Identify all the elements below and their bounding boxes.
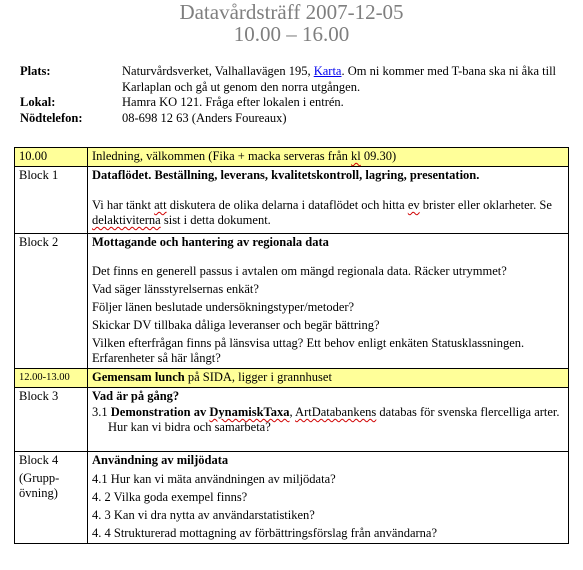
block1-p-b: diskutera de olika delarna i dataflödet och hitta: [166, 198, 408, 212]
info-row-nodtelefon: [20, 111, 560, 127]
intro-text-b: 09.30): [360, 149, 397, 163]
schedule-row-intro: [15, 148, 569, 167]
block1-p-a: Vi har tänkt: [92, 198, 155, 212]
block3-item-artdatabanken: ArtDatabankens: [295, 405, 377, 419]
block4-question-4: 4. 4 Strukturerad mottagning av förbättringsförslag från användarna?: [92, 526, 438, 540]
block4-heading: Användning av miljödata: [92, 453, 229, 467]
nodtelefon-label: Nödtelefon:: [20, 110, 83, 125]
plats-label: Plats:: [20, 64, 51, 78]
block1-heading: Dataflödet. Beställning, leverans, kvalitetskontroll, lagring, presentation.: [92, 168, 480, 182]
document-time: 10.00 – 16.00: [233, 22, 350, 46]
intro-text-kl: kl: [351, 149, 361, 163]
block1-p-c: brister eller oklarheter. Se: [419, 198, 552, 212]
block2-question-4: Skickar DV tillbaka dåliga leveranser och begär bättring?: [92, 318, 380, 332]
block3-item-rest: databas för svenska flercelliga arter. Hur kan vi bidra och samarbeta?: [108, 405, 560, 434]
block4-question-2: 4. 2 Vilka goda exempel finns?: [92, 490, 248, 504]
block3-item-bold: Demonstration av: [110, 405, 210, 419]
lokal-label: Lokal:: [20, 95, 56, 109]
lunch-bold: Gemensam lunch: [92, 370, 185, 384]
intro-time: 10.00: [15, 148, 88, 167]
block3-heading: Vad är på gång?: [92, 389, 180, 403]
block3-item-num: 3.1: [92, 405, 111, 419]
info-section: [20, 64, 560, 126]
block4-question-3: 4. 3 Kan vi dra nytta av användarstatistiken?: [92, 508, 315, 522]
schedule-row-lunch: [15, 369, 569, 388]
plats-value: [122, 64, 560, 95]
block3-item-dynamisktaxa: DynamiskTaxa: [209, 405, 290, 419]
block4-label-main: Block 4: [19, 453, 59, 467]
block1-content: [88, 167, 569, 234]
block3-item: [92, 405, 564, 449]
block3-item-comma: ,: [289, 405, 296, 419]
block2-content: [88, 234, 569, 369]
block2-question-3: Följer länen beslutade undersökningstyper/metoder?: [92, 300, 355, 314]
schedule-table: [14, 147, 569, 544]
block4-question-1: 4.1 Hur kan vi mäta användningen av miljödata?: [92, 472, 336, 486]
map-link[interactable]: Karta: [313, 64, 342, 78]
block1-label: Block 1: [15, 167, 88, 234]
block2-question-2: Vad säger länsstyrelsernas enkät?: [92, 282, 259, 296]
info-row-lokal: [20, 95, 560, 111]
block1-p-d: sist i detta dokument.: [160, 213, 271, 227]
plats-directions: . Om ni kommer med T-bana ska ni åka till Karlaplan och gå ut genom den norra utgången.: [122, 64, 557, 94]
schedule-row-block2: [15, 234, 569, 369]
schedule-row-block3: [15, 388, 569, 452]
block3-label: Block 3: [15, 388, 88, 452]
block2-question-1: Det finns en generell passus i avtalen om mängd regionala data. Räcker utrymmet?: [92, 264, 507, 278]
info-row-plats: [20, 64, 560, 95]
lunch-rest: på SIDA, ligger i grannhuset: [184, 370, 332, 384]
block1-p-att: att: [154, 198, 167, 212]
intro-text-a: Inledning, välkommen (Fika + macka serveras från: [92, 149, 352, 163]
document-title: Datavårdsträff 2007-12-05: [179, 0, 404, 24]
block4-label-group: (Grupp-: [19, 471, 60, 485]
block2-label: Block 2: [15, 234, 88, 369]
nodtelefon-value: 08-698 12 63 (Anders Foureaux): [122, 110, 287, 125]
block4-label-exercise: övning): [19, 486, 58, 500]
intro-text: [88, 148, 569, 167]
block1-paragraph: [92, 198, 564, 231]
block1-p-del: delaktiviterna: [92, 213, 161, 227]
lunch-time: 12.00-13.00: [15, 369, 88, 388]
plats-text: Naturvårdsverket, Valhallavägen 195,: [122, 64, 314, 78]
block4-content: [88, 452, 569, 544]
schedule-row-block1: [15, 167, 569, 234]
block1-p-ev: ev: [407, 198, 420, 212]
lokal-value: Hamra KO 121. Fråga efter lokalen i entrén.: [122, 95, 344, 109]
block4-label: [15, 452, 88, 544]
block2-heading: Mottagande och hantering av regionala data: [92, 235, 329, 249]
schedule-row-block4: [15, 452, 569, 544]
lunch-text: [88, 369, 569, 388]
block2-question-5: Vilken efterfrågan finns på länsvisa uttag? Ett behov enligt enkäten Statusklassningen. Erfarenheter så här långt?: [92, 336, 525, 365]
block3-content: [88, 388, 569, 452]
